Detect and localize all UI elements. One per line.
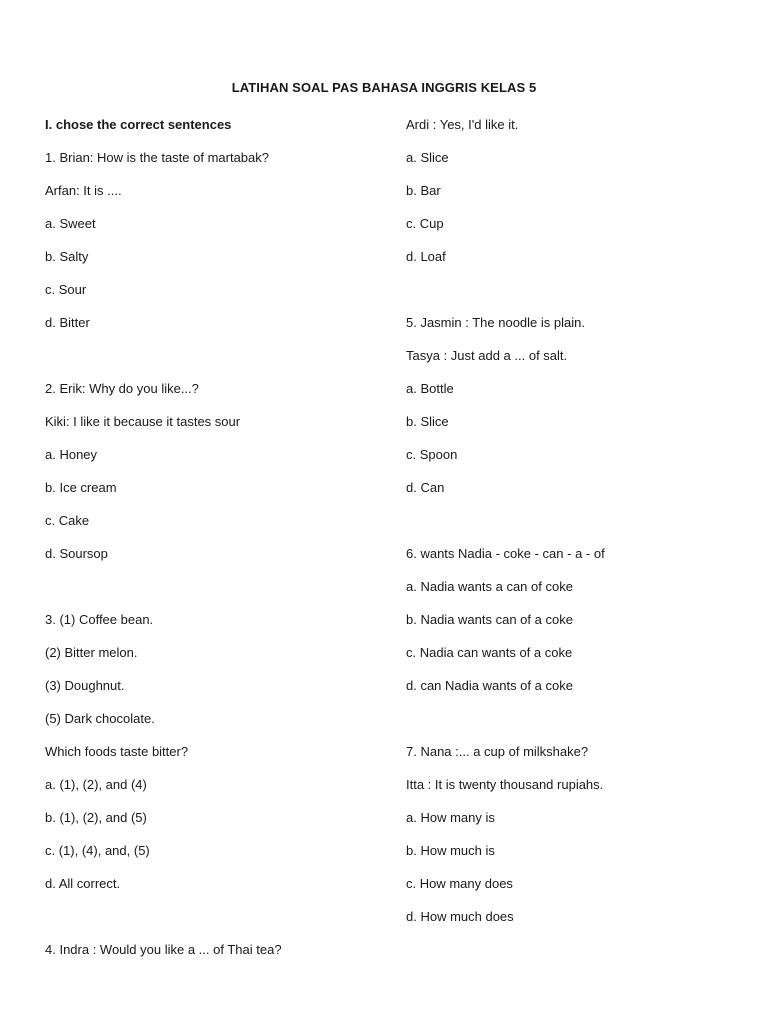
text-line: b. Slice <box>406 414 449 429</box>
right-column <box>406 116 736 941</box>
text-line: a. Nadia wants a can of coke <box>406 579 573 594</box>
section-heading: I. chose the correct sentences <box>45 117 232 132</box>
text-line: c. Sour <box>45 282 87 297</box>
text-line: a. Sweet <box>45 216 96 231</box>
text-line: b. Salty <box>45 249 89 264</box>
text-line: c. How many does <box>406 876 513 891</box>
text-line: b. Bar <box>406 183 441 198</box>
blank-line <box>45 908 375 941</box>
text-line: (3) Doughnut. <box>45 678 125 693</box>
text-line: b. Nadia wants can of a coke <box>406 612 573 627</box>
text-line: d. can Nadia wants of a coke <box>406 678 573 693</box>
text-line: d. Soursop <box>45 546 108 561</box>
text-line: c. Spoon <box>406 447 458 462</box>
text-line: b. (1), (2), and (5) <box>45 810 147 825</box>
text-line: a. Slice <box>406 150 449 165</box>
text-line: d. Can <box>406 480 445 495</box>
text-line: 3. (1) Coffee bean. <box>45 612 154 627</box>
blank-line <box>406 281 736 314</box>
text-line: 5. Jasmin : The noodle is plain. <box>406 315 585 330</box>
text-line: c. Cup <box>406 216 444 231</box>
document-title: LATIHAN SOAL PAS BAHASA INGGRIS KELAS 5 <box>231 80 537 95</box>
blank-line <box>406 710 736 743</box>
text-line: 4. Indra : Would you like a ... of Thai tea? <box>45 942 282 957</box>
blank-line <box>406 512 736 545</box>
text-line: a. Honey <box>45 447 98 462</box>
text-line: a. (1), (2), and (4) <box>45 777 147 792</box>
text-line: d. Bitter <box>45 315 90 330</box>
text-line: c. Cake <box>45 513 90 528</box>
blank-line <box>45 347 375 380</box>
blank-line <box>45 578 375 611</box>
text-line: d. All correct. <box>45 876 121 891</box>
text-line: (2) Bitter melon. <box>45 645 138 660</box>
text-line: Tasya : Just add a ... of salt. <box>406 348 568 363</box>
text-line: Itta : It is twenty thousand rupiahs. <box>406 777 604 792</box>
text-line: a. How many is <box>406 810 495 825</box>
text-line: b. Ice cream <box>45 480 117 495</box>
text-line: c. (1), (4), and, (5) <box>45 843 150 858</box>
text-line: 6. wants Nadia - coke - can - a - of <box>406 546 605 561</box>
text-line: Which foods taste bitter? <box>45 744 189 759</box>
text-line: 7. Nana :... a cup of milkshake? <box>406 744 589 759</box>
text-line: 1. Brian: How is the taste of martabak? <box>45 150 269 165</box>
text-line: Ardi : Yes, I'd like it. <box>406 117 519 132</box>
text-line: c. Nadia can wants of a coke <box>406 645 573 660</box>
left-column <box>45 116 375 974</box>
text-line: 2. Erik: Why do you like...? <box>45 381 199 396</box>
text-line: Arfan: It is .... <box>45 183 122 198</box>
text-line: (5) Dark chocolate. <box>45 711 155 726</box>
text-line: a. Bottle <box>406 381 454 396</box>
text-line: b. How much is <box>406 843 495 858</box>
text-line: d. How much does <box>406 909 514 924</box>
text-line: d. Loaf <box>406 249 446 264</box>
text-line: Kiki: I like it because it tastes sour <box>45 414 241 429</box>
